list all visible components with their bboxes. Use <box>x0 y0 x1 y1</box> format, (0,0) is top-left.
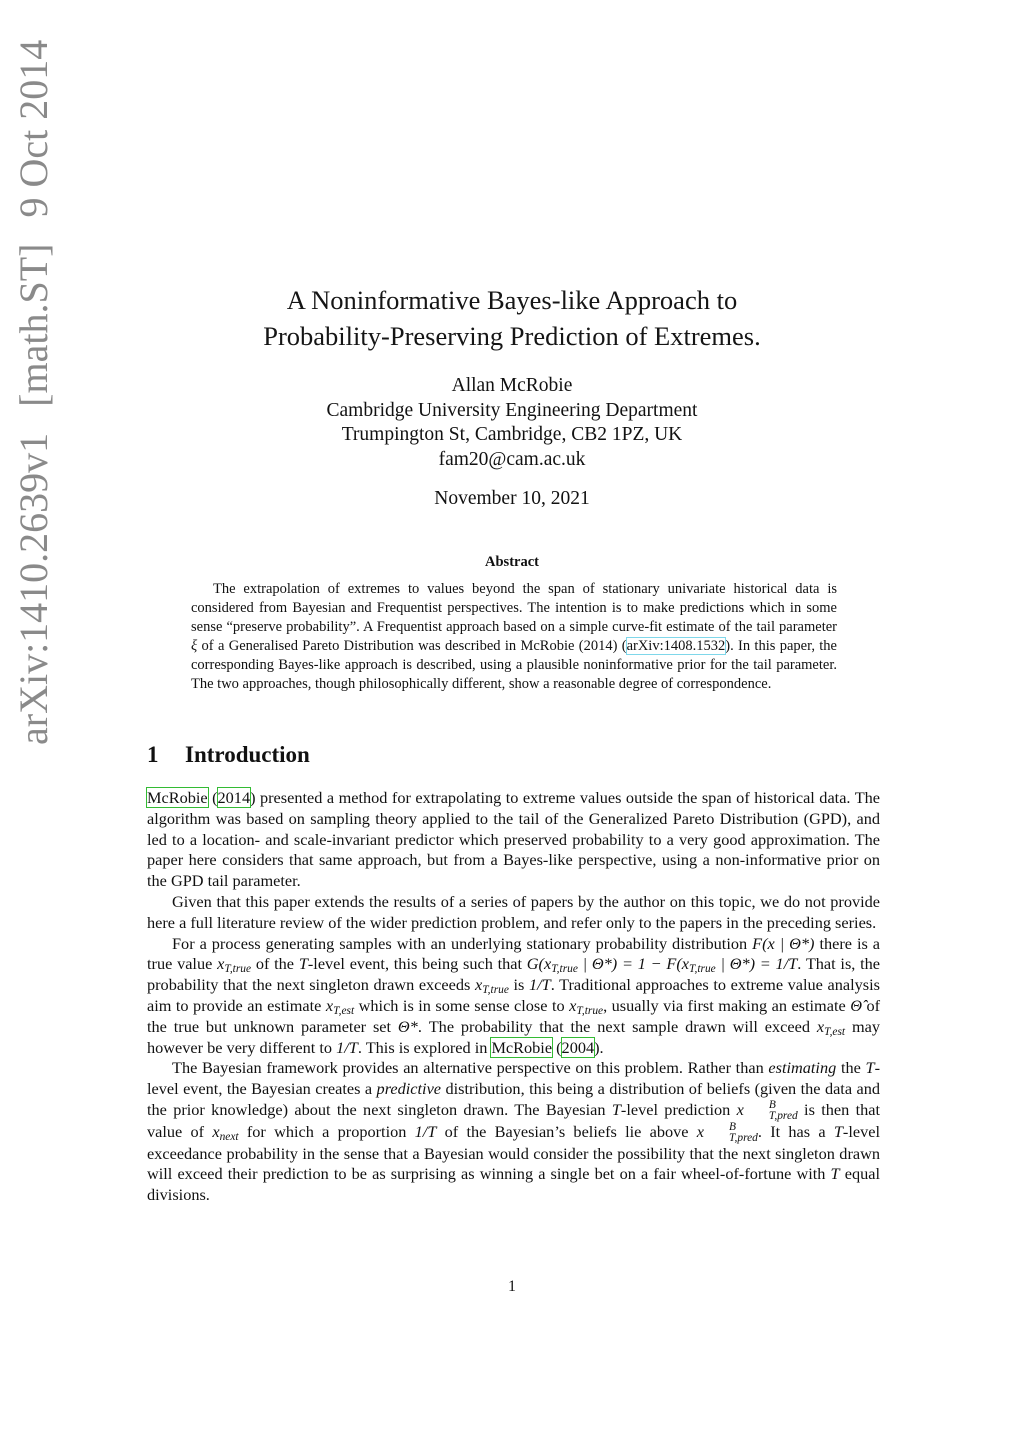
author-address: Trumpington St, Cambridge, CB2 1PZ, UK <box>341 424 683 445</box>
citation-year-link[interactable]: 2014 <box>217 788 251 807</box>
xi-symbol: ξ <box>191 638 198 655</box>
author-block <box>130 374 894 472</box>
author-email: fam20@cam.ac.uk <box>438 448 586 470</box>
section-heading <box>147 742 310 768</box>
abstract-heading: Abstract <box>485 554 539 570</box>
citation-link-2004[interactable]: McRobie <box>491 1037 553 1057</box>
paper-date: November 10, 2021 <box>434 488 590 509</box>
title-line-1: A Noninformative Bayes-like Approach to <box>286 285 738 315</box>
arxiv-category: [math.ST] <box>11 243 56 407</box>
citation-link[interactable]: McRobie <box>147 788 208 807</box>
paragraph-2: Given that this paper extends the results of a series of papers by the author on this topic, we do not provide here a full literature review of the wider prediction problem, and refer only to the papers in the preceding series. <box>147 891 880 932</box>
arxiv-sidebar-stamp <box>2 39 66 753</box>
paragraph-1: McRobie (2014) presented a method for extrapolating to extreme values outside the span of historical data. The algorithm was based on sampling theory applied to the tail of the Generalized Pareto Distribution (GPD), and led to a location- and scale-invariant predictor which preserved probability to a very good approximation. The paper here considers that same approach, but from a Bayes-like perspective, using a non-informative prior on the GPD tail parameter. <box>147 788 880 891</box>
author-affiliation: Cambridge University Engineering Department <box>326 399 698 421</box>
page-number: 1 <box>508 1278 516 1295</box>
paragraph-4: The Bayesian framework provides an alternative perspective on this problem. Rather than estimating the T-level event, the Bayesian creates a predictive distribution, this being a distribution of beliefs (given the data and the prior knowledge) about the next singleton drawn. The Bayesian T-level prediction x B T,pred is then that value of $x_{next}$ for which a proportion 1/T of the Bayesian’s beliefs lie above x B T,pred . It has a T-level exceedance probability in the sense that a Bayesian would consider the possibility that the next singleton drawn will exceed their prediction to be as surprising as winning a single bet on a fair wheel-of-fortune with T equal divisions. <box>147 1058 880 1205</box>
paper-title <box>130 282 894 354</box>
arxiv-date: 9 Oct 2014 <box>11 39 56 218</box>
author-name: Allan McRobie <box>451 375 573 396</box>
arxiv-id: arXiv:1410.2639v1 <box>11 432 56 745</box>
paragraph-3: For a process generating samples with an underlying stationary probability distribution F(x | Θ*) there is a true value $x_{T,true}$ of the T-level event, this being such that $G(x_{T,true}$ | $\Theta*) = 1 - F(x_{T,true}$ | Θ*) = 1/T. That is, the probability that the next singleton drawn exceeds $x_{T,true}$ is 1/T. Traditional approaches to extreme value analysis aim to provide an estimate $x_{T,est}$ which is in some sense close to $x_{T,true}$, usually via first making an estimate Θ̂ of the true but unknown parameter set Θ*. The probability that the next sample drawn will exceed $x_{T,est}$ may however be very different to 1/T. This is explored in McRobie (2004). <box>147 933 881 1057</box>
section-number: 1 <box>147 742 159 767</box>
section-title: Introduction <box>185 742 310 767</box>
abstract-text: The extrapolation of extremes to values beyond the span of stationary univariate historical data is considered from Bayesian and Frequentist perspectives. The intention is to make predictions which in some sense “preserve probability”. A Frequentist approach based on a simple curve-fit estimate of the tail parameter ξ of a Generalised Pareto Distribution was described in McRobie (2014) (arXiv:1408.1532). In this paper, the corresponding Bayes-like approach is described, using a plausible noninformative prior for the tail parameter. The two approaches, though philosophically different, show a reasonable degree of correspondence. <box>191 581 837 693</box>
arxiv-link[interactable]: arXiv:1408.1532 <box>626 638 726 655</box>
citation-year-link-2004[interactable]: 2004 <box>561 1037 595 1057</box>
section-body <box>147 788 880 1206</box>
title-line-2: Probability-Preserving Prediction of Extremes. <box>263 321 761 351</box>
